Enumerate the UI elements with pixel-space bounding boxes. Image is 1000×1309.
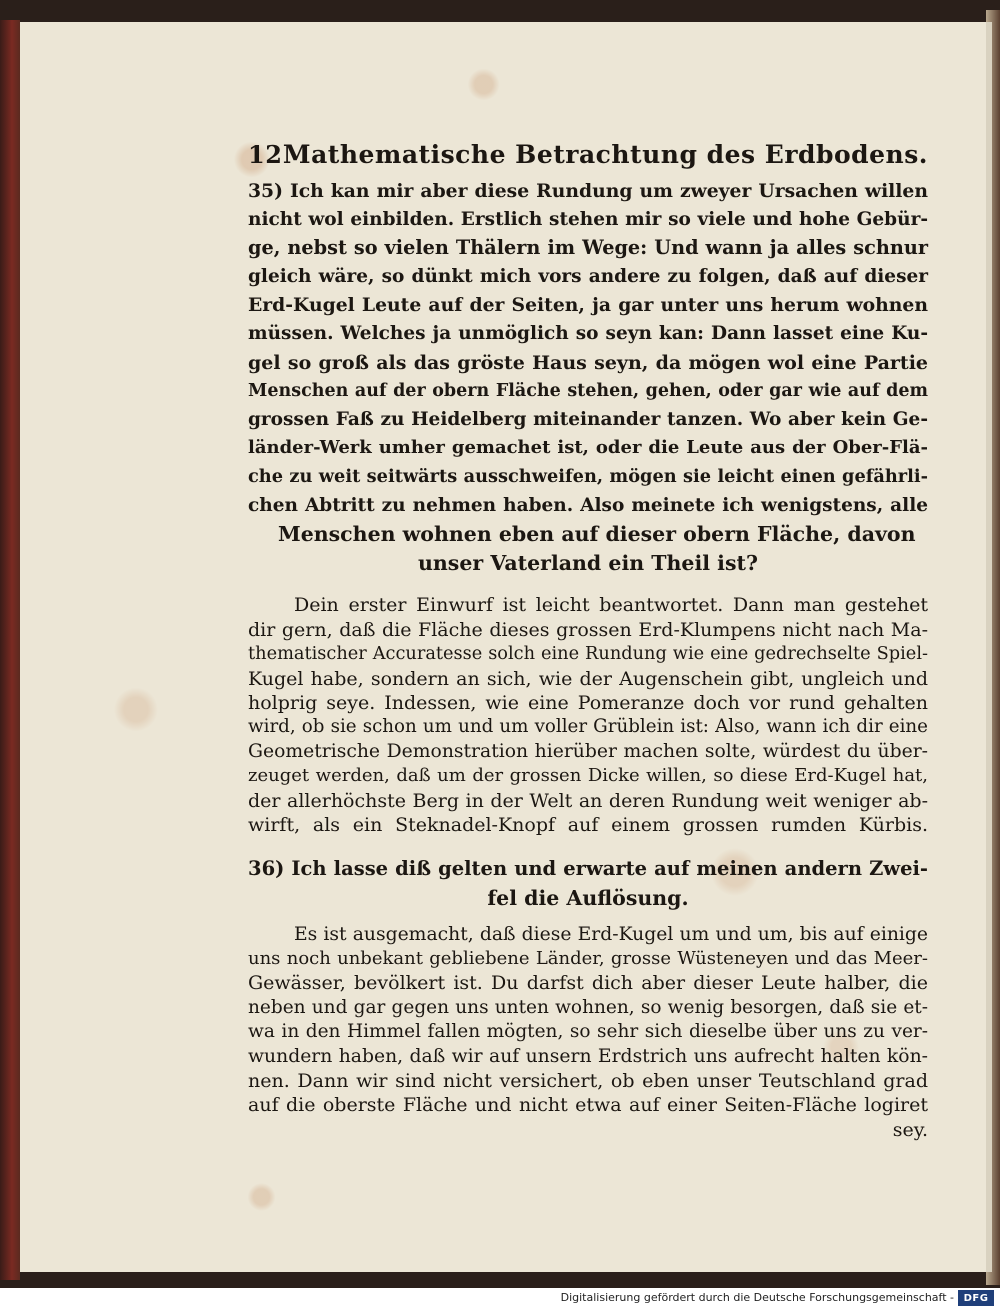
text-line: Menschen wohnen eben auf dieser obern Fläche, davon (278, 522, 916, 547)
text-line: fel die Auflösung. (487, 885, 689, 910)
running-title: Mathematische Betrachtung des Erdbodens. (282, 140, 928, 169)
running-head (248, 140, 928, 169)
page-text (248, 140, 928, 1142)
book-spine-edge (0, 20, 20, 1280)
dfg-logo[interactable]: DFG (958, 1290, 994, 1306)
text-line: thematischer Accuratesse solch eine Rundung wie eine gedrechselte Spiel- (248, 644, 928, 665)
text-line: 36) Ich lasse diß gelten und erwarte auf meinen andern Zwei- (248, 857, 928, 881)
text-line: holprig seye. Indessen, wie eine Pomeranze doch vor rund gehalten (248, 691, 928, 714)
question-36 (248, 855, 928, 912)
text-line: wa in den Himmel fallen mögten, so sehr sich dieselbe über uns zu ver- (248, 1021, 928, 1043)
text-line: neben und gar gegen uns unten wohnen, so wenig besorgen, daß sie et- (248, 996, 928, 1018)
text-line: uns noch unbekant gebliebene Länder, grosse Wüsteneyen und das Meer- (248, 947, 928, 969)
text-line: wundern haben, daß wir auf unsern Erdstrich uns aufrecht halten kön- (248, 1045, 928, 1067)
page-number: 12 (248, 140, 283, 169)
text-line: Dein erster Einwurf ist leicht beantwortet. Dann man gestehet (294, 594, 928, 617)
text-line: 35) Ich kan mir aber diese Rundung um zweyer Ursachen willen (248, 180, 928, 202)
text-line: Gewässer, bevölkert ist. Du darfst dich aber dieser Leute halber, die (248, 972, 928, 995)
answer-35 (248, 593, 928, 837)
text-line: Erd-Kugel Leute auf der Seiten, ja gar unter uns herum wohnen (248, 294, 928, 317)
question-35 (248, 177, 928, 577)
text-line: nicht wol einbilden. Erstlich stehen mir so viele und hohe Gebür- (248, 208, 928, 230)
text-line: ge, nebst so vielen Thälern im Wege: Und wann ja alles schnur (248, 236, 928, 260)
text-line: zeuget werden, daß um der grossen Dicke willen, so diese Erd-Kugel hat, (248, 765, 928, 787)
text-line: wird, ob sie schon um und um voller Grüblein ist: Also, wann ich dir eine (248, 716, 928, 738)
answer-36 (248, 923, 928, 1143)
text-line: Menschen auf der obern Fläche stehen, gehen, oder gar wie auf dem (248, 381, 928, 402)
text-line: nen. Dann wir sind nicht versichert, ob eben unser Teutschland grad (248, 1070, 928, 1092)
text-line: sey. (892, 1118, 928, 1141)
text-line: der allerhöchste Berg in der Welt an deren Rundung weit weniger ab- (248, 789, 928, 812)
text-line: unser Vaterland ein Theil ist? (418, 550, 758, 575)
text-line: Es ist ausgemacht, daß diese Erd-Kugel um und um, bis auf einige (294, 923, 928, 945)
text-line: chen Abtritt zu nehmen haben. Also meinete ich wenigstens, alle (248, 494, 928, 516)
text-line: dir gern, daß die Fläche dieses grossen Erd-Klumpens nicht nach Ma- (248, 618, 928, 641)
funding-credit: Digitalisierung gefördert durch die Deutsche Forschungsgemeinschaft - (560, 1291, 954, 1304)
text-line: grossen Faß zu Heidelberg miteinander tanzen. Wo aber kein Ge- (248, 408, 928, 430)
text-line: müssen. Welches ja unmöglich so seyn kan: Dann lasset eine Ku- (248, 322, 928, 344)
text-line: länder-Werk umher gemachet ist, oder die Leute aus der Ober-Flä- (248, 437, 928, 459)
text-line: gel so groß als das gröste Haus seyn, da mögen wol eine Partie (248, 351, 928, 374)
text-line: Geometrische Demonstration hierüber machen solte, würdest du über- (248, 740, 928, 762)
text-line: auf die oberste Fläche und nicht etwa auf einer Seiten-Fläche logiret (248, 1094, 928, 1117)
text-line: che zu weit seitwärts ausschweifen, mögen sie leicht einen gefährli- (248, 465, 928, 487)
text-line: gleich wäre, so dünkt mich vors andere zu folgen, daß auf dieser (248, 265, 928, 287)
text-line: wirft, als ein Steknadel-Knopf auf einem grossen rumden Kürbis. (248, 813, 928, 836)
text-line: Kugel habe, sondern an sich, wie der Augenschein gibt, ungleich und (248, 667, 928, 690)
footer-bar (0, 1288, 1000, 1309)
